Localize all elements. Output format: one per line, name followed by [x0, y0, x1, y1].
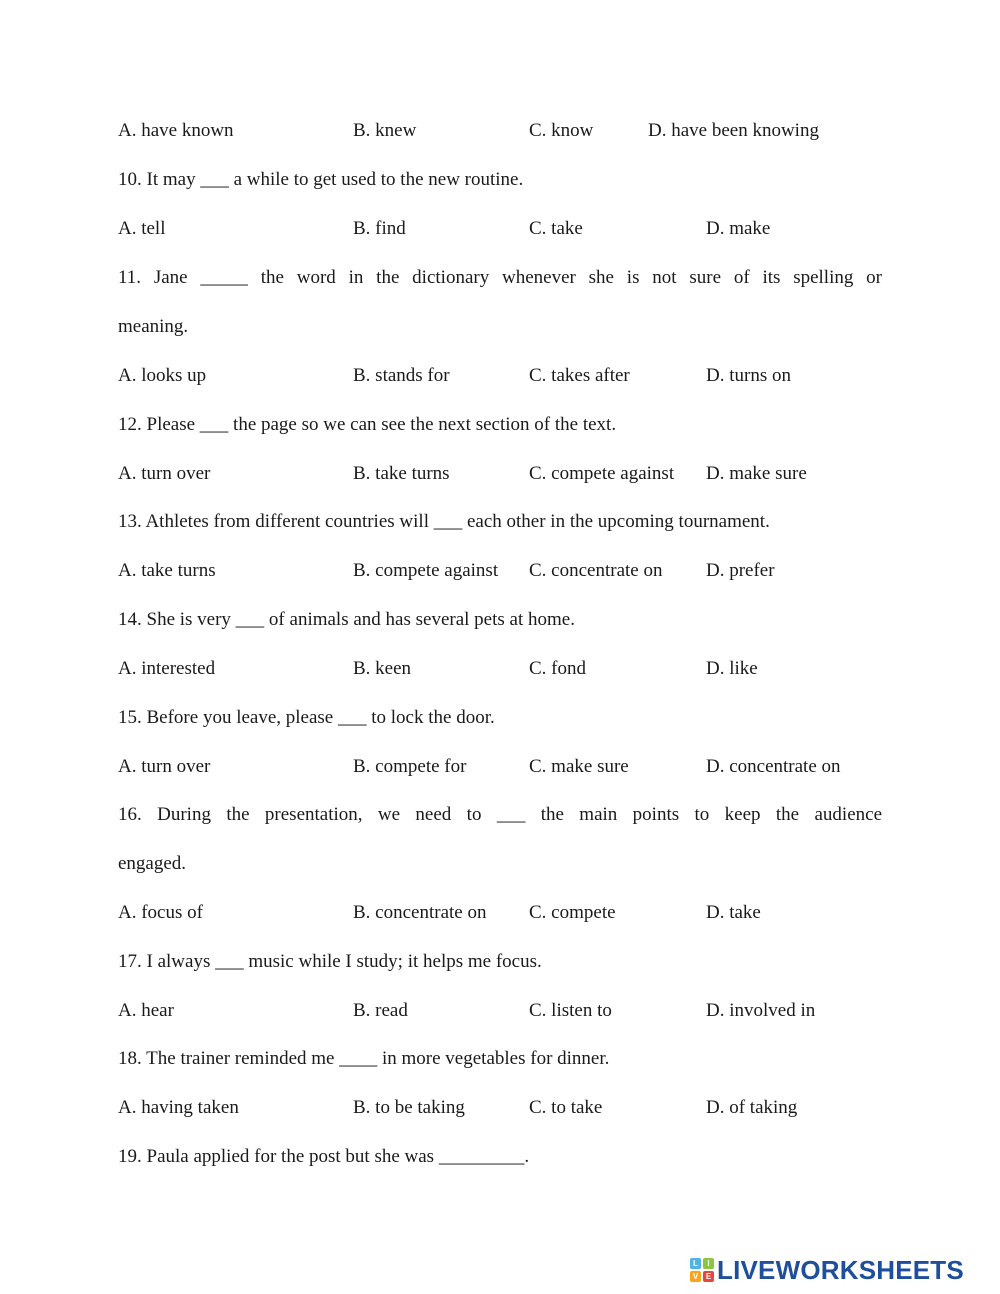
option-d[interactable]: D. concentrate on [706, 756, 841, 777]
option-a[interactable]: A. turn over [118, 756, 211, 777]
option-d[interactable]: D. like [706, 658, 758, 679]
option-a[interactable]: A. have known [118, 120, 234, 141]
option-b[interactable]: B. concentrate on [353, 902, 487, 923]
option-c[interactable]: C. concentrate on [529, 560, 663, 581]
option-b[interactable]: B. compete against [353, 560, 499, 581]
option-b[interactable]: B. stands for [353, 365, 450, 386]
option-a[interactable]: A. turn over [118, 463, 211, 484]
option-c[interactable]: C. know [529, 120, 594, 141]
option-d[interactable]: D. turns on [706, 365, 791, 386]
option-c[interactable]: C. compete against [529, 463, 675, 484]
option-c[interactable]: C. make sure [529, 756, 629, 777]
option-c[interactable]: C. take [529, 218, 583, 239]
option-c[interactable]: C. listen to [529, 1000, 612, 1021]
option-d[interactable]: D. prefer [706, 560, 775, 581]
option-b[interactable]: B. find [353, 218, 406, 239]
question-11-line-2: meaning. [118, 316, 189, 337]
question-16-line-1: 16. During the presentation, we need to ___ the main points to keep the audience [118, 804, 882, 825]
option-c[interactable]: C. fond [529, 658, 586, 679]
question-16-line-2: engaged. [118, 853, 187, 874]
option-a[interactable]: A. focus of [118, 902, 203, 923]
option-b[interactable]: B. take turns [353, 463, 450, 484]
option-a[interactable]: A. interested [118, 658, 216, 679]
option-c[interactable]: C. to take [529, 1097, 603, 1118]
logo-text: LIVEWORKSHEETS [717, 1254, 964, 1285]
question-13: 13. Athletes from different countries will ___ each other in the upcoming tournament. [118, 511, 770, 532]
option-d[interactable]: D. make sure [706, 463, 807, 484]
question-10: 10. It may ___ a while to get used to the new routine. [118, 169, 524, 190]
option-d[interactable]: D. involved in [706, 1000, 816, 1021]
option-d[interactable]: D. of taking [706, 1097, 798, 1118]
option-b[interactable]: B. read [353, 1000, 408, 1021]
question-17: 17. I always ___ music while I study; it helps me focus. [118, 951, 542, 972]
question-12: 12. Please ___ the page so we can see the next section of the text. [118, 414, 617, 435]
liveworksheets-logo [690, 1255, 964, 1285]
logo-mark-square: I [703, 1258, 714, 1269]
option-a[interactable]: A. take turns [118, 560, 216, 581]
option-a[interactable]: A. looks up [118, 365, 207, 386]
option-a[interactable]: A. tell [118, 218, 166, 239]
option-b[interactable]: B. compete for [353, 756, 467, 777]
logo-mark-icon [690, 1258, 714, 1282]
option-a[interactable]: A. hear [118, 1000, 174, 1021]
logo-mark-square: E [703, 1271, 714, 1282]
option-a[interactable]: A. having taken [118, 1097, 239, 1118]
question-15: 15. Before you leave, please ___ to lock the door. [118, 707, 495, 728]
question-14: 14. She is very ___ of animals and has several pets at home. [118, 609, 575, 630]
question-18: 18. The trainer reminded me ____ in more vegetables for dinner. [118, 1048, 610, 1069]
option-b[interactable]: B. knew [353, 120, 417, 141]
logo-mark-square: V [690, 1271, 701, 1282]
option-c[interactable]: C. compete [529, 902, 616, 923]
option-b[interactable]: B. keen [353, 658, 412, 679]
option-d[interactable]: D. have been knowing [648, 120, 819, 141]
option-b[interactable]: B. to be taking [353, 1097, 465, 1118]
question-11-line-1: 11. Jane _____ the word in the dictionary whenever she is not sure of its spelling or [118, 267, 882, 288]
question-19: 19. Paula applied for the post but she was _________. [118, 1146, 530, 1167]
logo-mark-square: L [690, 1258, 701, 1269]
option-d[interactable]: D. make [706, 218, 771, 239]
option-c[interactable]: C. takes after [529, 365, 630, 386]
option-d[interactable]: D. take [706, 902, 761, 923]
